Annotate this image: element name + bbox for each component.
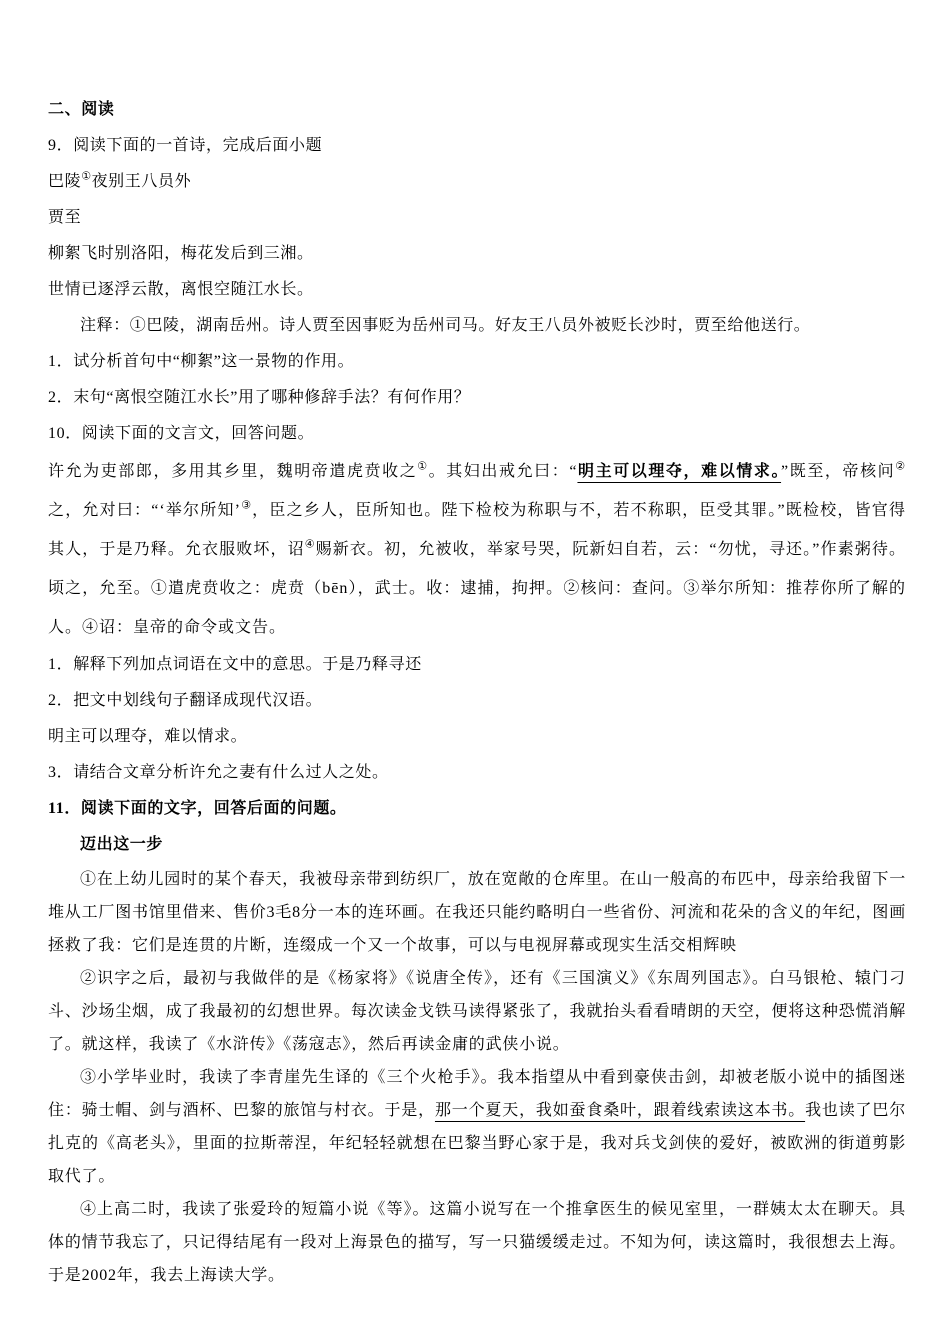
q11-intro: 11．阅读下面的文字，回答后面的问题。: [48, 800, 347, 817]
q10-subquestion-3: 3．请结合文章分析许允之妻有什么过人之处。: [48, 764, 389, 781]
passage-segment: 之，允对曰：“‘举尔所知’: [48, 502, 241, 519]
q9-subquestion-1: 1．试分析首句中“柳絮”这一景物的作用。: [48, 353, 355, 370]
poem-title-main: 巴陵: [48, 173, 82, 190]
q10-classical-passage: [48, 452, 906, 647]
q10-target-sentence: 明主可以理夺，难以情求。: [48, 728, 248, 745]
passage-ref-mark-2: ②: [895, 460, 906, 473]
q11-essay-title: 迈出这一步: [80, 836, 164, 853]
passage-segment: 。其妇出戒允曰：“: [428, 463, 578, 480]
q10-intro: 10．阅读下面的文言文，回答问题。: [48, 425, 315, 442]
q10-subquestion-1: 1．解释下列加点词语在文中的意思。于是乃释寻还: [48, 656, 422, 673]
q11-paragraph-1: ①在上幼儿园时的某个春天，我被母亲带到纺织厂，放在宽敞的仓库里。在山一般高的布匹中，母亲给我留下一堆从工厂图书馆里借来、售价3毛8分一本的连环画。在我还只能约略明白一些省份、河流和花朵的含义的年纪，图画拯救了我：它们是连贯的片断，连缀成一个又一个故事，可以与电视屏幕或现实生活交相辉映: [48, 871, 906, 954]
passage-segment: ”既至，帝核问: [781, 463, 896, 480]
q9-poet: 贾至: [48, 209, 82, 226]
passage-segment: 赐新衣。初，允被收，举家号哭，阮新妇自若，云：“勿忧，寻还。”作素粥待。顷之，允至。①遣虎贲收之：虎贲（bēn），武士。收：逮捕，拘押。②核问：查问。③举尔所知：推荐你所了解的人。④诏：皇帝的命令或文告。: [48, 541, 906, 636]
poem-title-ref-mark: ①: [81, 170, 92, 183]
paragraph-underlined-sentence: 那一个夏天，我如蚕食桑叶，跟着线索读这本书。: [434, 1102, 806, 1119]
section-heading: 二、阅读: [48, 101, 115, 118]
q9-verse-1: 柳絮飞时别洛阳，梅花发后到三湘。: [48, 245, 314, 262]
q9-intro: 9．阅读下面的一首诗，完成后面小题: [48, 137, 323, 154]
paragraph-segment: 我也读了巴尔扎克的《高老头》，里面的拉斯蒂涅，年纪轻轻就想在巴黎当野心家于是，我对兵戈剑侠的爱好，被欧洲的街道剪影取代了。: [48, 1102, 906, 1185]
q10-subquestion-2: 2．把文中划线句子翻译成现代汉语。: [48, 692, 323, 709]
q11-paragraph-3: [48, 1061, 906, 1193]
q11-paragraph-4: ④上高二时，我读了张爱玲的短篇小说《等》。这篇小说写在一个推拿医生的候见室里，一群姨太太在聊天。具体的情节我忘了，只记得结尾有一段对上海景色的描写，写一只猫缓缓走过。不知为何，读这篇时，我很想去上海。于是2002年，我去上海读大学。: [48, 1201, 906, 1284]
paragraph-segment: ③小学毕业时，我读了李青崖先生译的《三个火枪手》。我本指望从中看到豪侠击剑，却被老版小说中的插图迷住：骑士帽、剑与酒杯、巴黎的旅馆与村衣。于是，: [48, 1069, 906, 1119]
passage-ref-mark-1: ①: [417, 460, 429, 473]
passage-ref-mark-4: ④: [304, 538, 316, 551]
poem-title-rest: 夜别王八员外: [91, 173, 192, 190]
passage-underlined-sentence: 明主可以理夺，难以情求。: [577, 463, 782, 480]
q9-note: 注释：①巴陵，湖南岳州。诗人贾至因事贬为岳州司马。好友王八员外被贬长沙时，贾至给他送行。: [80, 317, 811, 334]
passage-segment: ，臣之乡人，臣所知也。陛下检校为称职与不，若不称职，臣受其罪。”既检校，皆官得其人，于是乃释。允衣服败坏，诏: [48, 502, 906, 558]
q9-subquestion-2: 2．末句“离恨空随江水长”用了哪种修辞手法？有何作用？: [48, 389, 471, 406]
q11-paragraph-2: ②识字之后，最初与我做伴的是《杨家将》《说唐全传》，还有《三国演义》《东周列国志》。白马银枪、辕门刁斗、沙场尘烟，成了我最初的幻想世界。每次读金戈铁马读得紧张了，我就抬头看看晴朗的天空，便将这种恐慌消解了。就这样，我读了《水浒传》《荡寇志》，然后再读金庸的武侠小说。: [48, 970, 906, 1053]
q9-poem-title: [48, 164, 906, 200]
q9-verse-2: 世情已逐浮云散，离恨空随江水长。: [48, 281, 314, 298]
passage-ref-mark-3: ③: [241, 499, 253, 512]
passage-segment: 许允为吏部郎，多用其乡里，魏明帝遣虎贲收之: [48, 463, 418, 480]
